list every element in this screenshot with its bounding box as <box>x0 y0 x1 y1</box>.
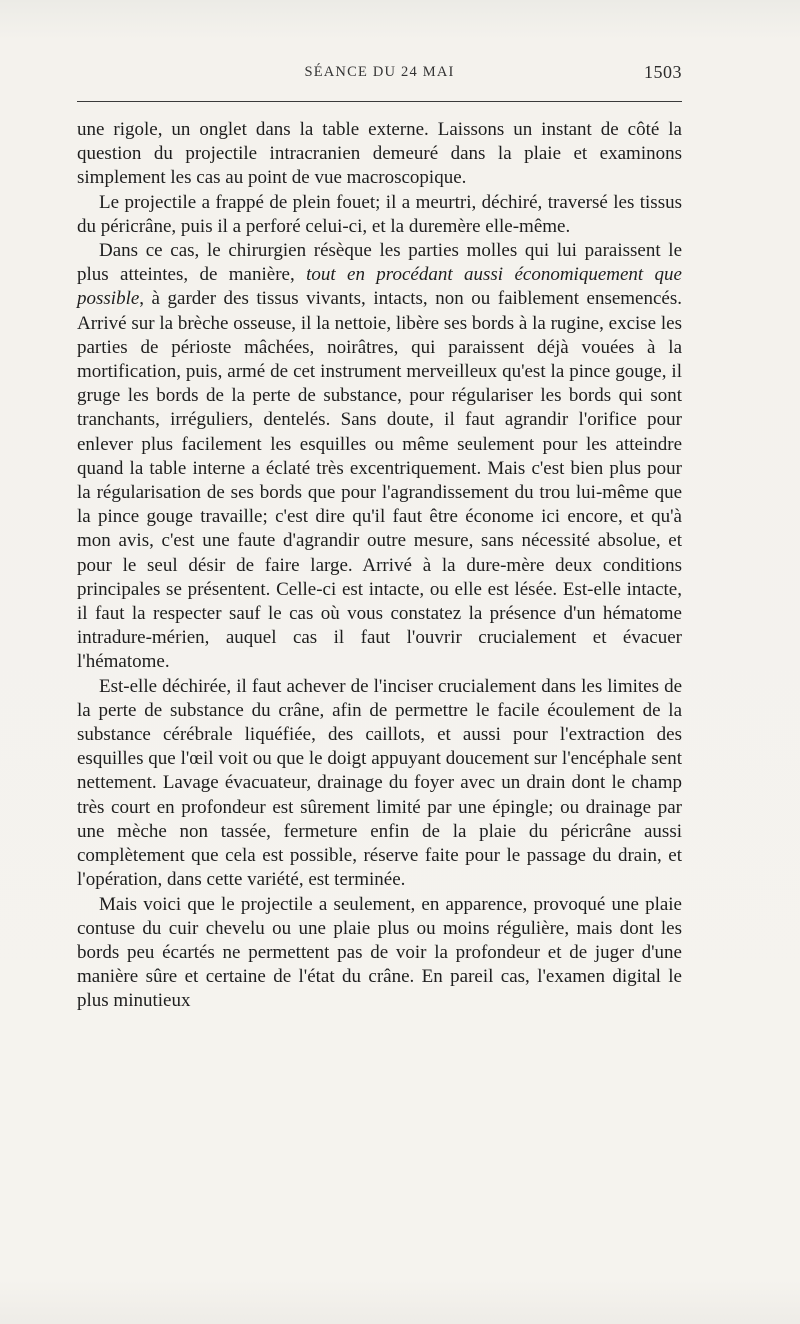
paragraph-5: Mais voici que le projectile a seulement, en apparence, provoqué une plaie contuse du cuir chevelu ou une plaie plus ou moins régulière, mais dont les bords peu écartés ne permettent pas de voir la profondeur et de juger d'une manière sûre et certaine de l'état du crâne. En pareil cas, l'examen digital le plus minutieux <box>77 893 682 1012</box>
header-rule <box>77 101 682 102</box>
paragraph-3-start: Dans ce cas, le chirurgien résèque les parties molles qui lui paraissent le plus atteintes, de manière, <box>77 240 682 286</box>
paragraph-2: Le projectile a frappé de plein fouet; il a meurtri, déchiré, traversé les tissus du péricrâne, puis il a perforé celui-ci, et la duremère elle-même. <box>77 191 682 237</box>
paragraph-3-italic: tout en procédant aussi économiquement que possible <box>77 264 682 310</box>
running-header <box>77 62 682 86</box>
page-number: 1503 <box>644 62 682 82</box>
paragraph-1: une rigole, un onglet dans la table externe. Laissons un instant de côté la question du projectile intracranien demeuré dans la plaie et examinons simplement les cas au point de vue macroscopique. <box>77 119 682 189</box>
paragraph-4: Est-elle déchirée, il faut achever de l'inciser crucialement dans les limites de la perte de substance du crâne, afin de permettre le facile écoulement de la substance cérébrale liquéfiée, des caillots, et aussi pour l'extraction des esquilles que l'œil voit ou que le doigt appuyant doucement sur l'encéphale sent nettement. Lavage évacuateur, drainage du foyer avec un drain dont le champ très court en profondeur est sûrement limité par une épingle; ou drainage par une mèche non tassée, fermeture enfin de la plaie du péricrâne aussi complètement que cela est possible, réserve faite pour le passage du drain, et l'opération, dans cette variété, est terminée. <box>77 675 682 891</box>
running-title: SÉANCE DU 24 MAI <box>304 64 455 80</box>
body-text <box>77 118 682 1014</box>
paragraph-3-end: , à garder des tissus vivants, intacts, non ou faiblement ensemencés. Arrivé sur la brèche osseuse, il la nettoie, libère ses bords à la rugine, excise les parties de périoste mâchées, noirâtres, qui paraissent déjà vouées à la mortification, puis, armé de cet instrument merveilleux qu'est la pince gouge, il gruge les bords de la perte de substance, pour régulariser les bords qui sont tranchants, irréguliers, dentelés. Sans doute, il faut agrandir l'orifice pour enlever plus facilement les esquilles ou même seulement pour les atteindre quand la table interne a éclaté très excentriquement. Mais c'est bien plus pour la régularisation de ses bords que pour l'agrandissement du trou lui-même que la pince gouge travaille; c'est dire qu'il faut être économe ici encore, et qu'à mon avis, c'est une faute d'agrandir outre mesure, sans nécessité absolue, et pour le seul désir de faire large. Arrivé à la dure-mère deux conditions principales se présentent. Celle-ci est intacte, ou elle est lésée. Est-elle intacte, il faut la respecter sauf le cas où vous constatez la présence d'un hématome intradure-mérien, auquel cas il faut l'ouvrir crucialement et évacuer l'hématome. <box>77 288 682 673</box>
paragraph-3 <box>77 239 682 675</box>
